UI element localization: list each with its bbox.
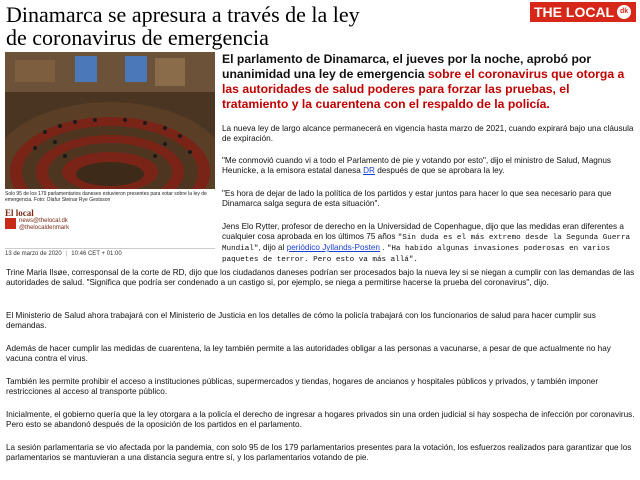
parliament-chamber-image — [5, 52, 215, 189]
logo-text: THE LOCAL — [534, 4, 615, 20]
dr-link[interactable]: DR — [363, 166, 375, 175]
lead-text: El parlamento de Dinamarca, el jueves por la noche, aprobó por unanimidad una ley de emergencia — [222, 52, 592, 81]
paragraph-2-tail: después de que se aprobara la ley. — [374, 166, 505, 175]
paragraph-9: Inicialmente, el gobierno quería que la ley otorgara a la policía el derecho de ingresar a hogares privados sin una orden judicial si hay sospecha de infección por coronavirus. Pero esto se abandonó después de la oposición de los partidos en el parlamento. — [6, 410, 635, 429]
paragraph-4-quote2: "Ha habido algunas invasiones poderosas en varios paquetes de terror. Pero esto va más allá". — [222, 245, 611, 264]
lead-paragraph — [222, 52, 636, 112]
paragraph-3: "Es hora de dejar de lado la política de los partidos y estar juntos para hacer lo que sea necesario para que Dinamarca salga segura de esta situación". — [222, 189, 612, 208]
photo-caption: Solo 95 de los 179 parlamentarios daneses estuvieron presentes para votar sobre la ley de emergencia. Foto: Olafur Steinar Rye Gestsson — [5, 191, 207, 203]
the-local-logo[interactable] — [530, 2, 636, 22]
publish-date: 13 de marzo de 2020 — [5, 251, 62, 257]
paragraph-4-text: Jens Elo Rytter, profesor de derecho en la Universidad de Copenhague, dijo que las medidas eran diferentes a cualquier cosa aprobada en los últimos 75 años — [222, 222, 624, 241]
byline-brand: El local — [5, 208, 34, 218]
logo-dk-badge: dk — [617, 5, 631, 19]
paragraph-1: La nueva ley de largo alcance permanecerá en vigencia hasta marzo de 2021, cuando expirará bajo una cláusula de expiración. — [222, 124, 634, 143]
contact-email[interactable]: news@thelocal.dk — [19, 218, 68, 224]
publish-time: 10:46 CET + 01:00 — [71, 251, 122, 257]
paragraph-6: El Ministerio de Salud ahora trabajará con el Ministerio de Justicia en los detalles de cómo la policía trabajará con los funcionarios de salud para hacer cumplir sus demandas. — [6, 311, 596, 330]
paragraph-5: Trine Maria Ilsøe, corresponsal de la corte de RD, dijo que los ciudadanos daneses podrían ser procesados bajo la nueva ley si se niegan a cumplir con las demandas de las autoridades de salud. "Significa que podría ser condenado a un castigo si, por ejemplo, se niega a permitirse hacerse la prueba del coronavirus", dijo. — [6, 268, 635, 287]
paragraph-4-quote1: "Sin duda es el más extremo desde la Segunda Guerra Mundial" — [222, 234, 631, 253]
jyllands-posten-link[interactable]: periódico Jyllands-Posten — [286, 243, 380, 252]
paragraph-4-mid: , dijo al — [258, 243, 287, 252]
paragraph-7: Además de hacer cumplir las medidas de cuarentena, la ley también permite a las autoridades obligar a las personas a vacunarse, a pesar de que actualmente no hay vacuna contra el virus. — [6, 344, 611, 363]
paragraph-8: También les permite prohibir el acceso a instituciones públicas, supermercados y tiendas, hogares de ancianos y hospitales públicos y privados, y también imponer restricciones al acceso al transporte público. — [6, 377, 599, 396]
paragraph-2-text: "Me conmovió cuando vi a todo el Parlamento de pie y votando por esto", dijo el ministro de Salud, Magnus Heunicke, a la emisora estatal danesa — [222, 156, 612, 175]
dateline: 13 de marzo de 2020 | 10:46 CET + 01:00 — [5, 248, 215, 257]
paragraph-2 — [222, 156, 636, 176]
byline — [5, 208, 215, 258]
headline — [6, 3, 446, 49]
parliament-photo — [5, 52, 215, 189]
lead-highlight: sobre el coronavirus que otorga a las autoridades de salud poderes para forzar las pruebas, el tratamiento y la cuarentena con el respaldo de la policía. — [222, 67, 625, 111]
paragraph-4 — [222, 222, 636, 265]
avatar — [5, 218, 16, 229]
headline-line1: Dinamarca se apresura a través de la ley — [6, 2, 360, 27]
paragraph-10: La sesión parlamentaria se vio afectada por la pandemia, con solo 95 de los 179 parlamentarios presentes para la votación, los esfuerzos realizados para garantizar que los parlamentarios se mantuvieran a una distancia segura entre sí, y los parlamentarios votando de pie. — [6, 443, 632, 462]
paragraph-4-sep: . — [379, 243, 387, 252]
contact-handle[interactable]: @thelocaldenmark — [19, 225, 70, 231]
headline-line2: de coronavirus de emergencia — [6, 25, 269, 50]
